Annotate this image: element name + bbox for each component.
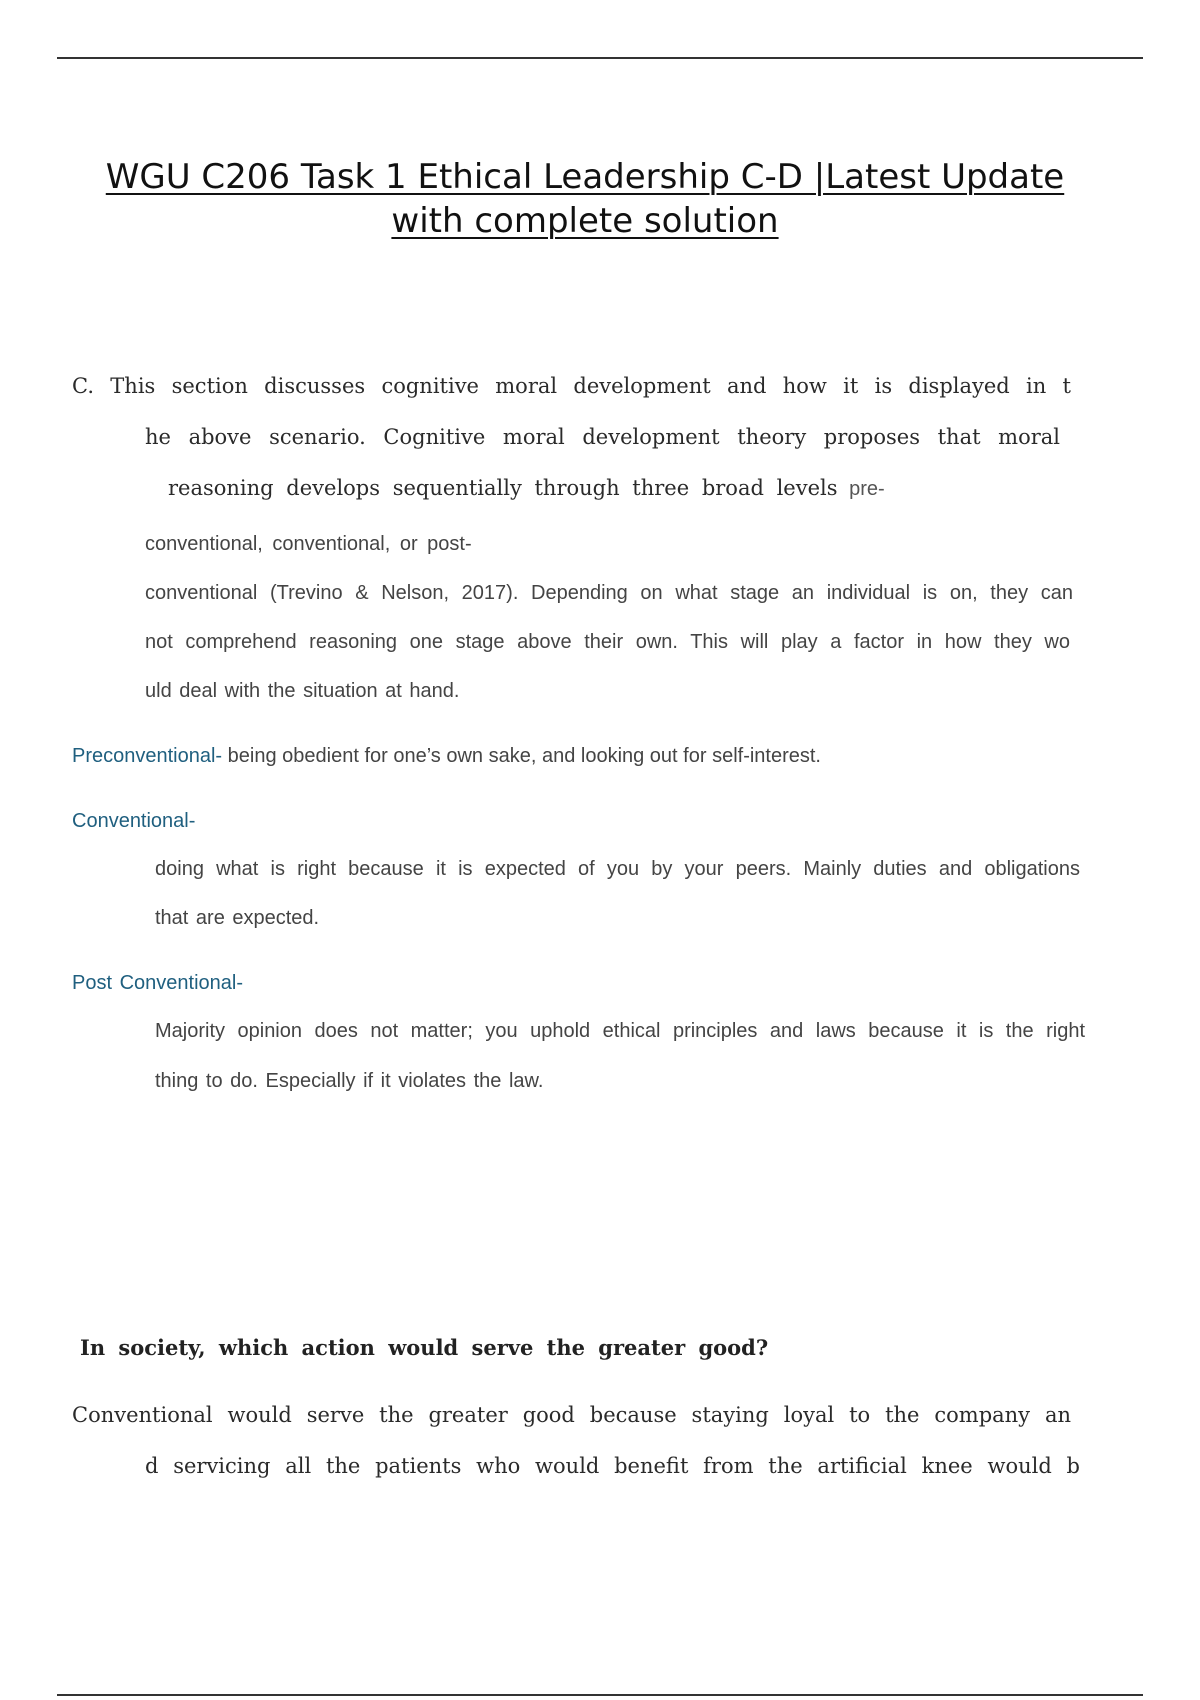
term-preconventional: Preconventional-: [72, 745, 223, 767]
section-c-line-4: conventional, conventional, or post-: [145, 533, 472, 555]
question-heading: In society, which action would serve the greater good?: [80, 1335, 769, 1360]
title-line-1: WGU C206 Task 1 Ethical Leadership C-D |Latest Update: [105, 157, 1065, 197]
document-title: [60, 155, 1110, 243]
conventional-line-1: doing what is right because it is expected of you by your peers. Mainly duties and obligations: [155, 858, 1080, 880]
section-c-line-3-text: reasoning develops sequentially through three broad levels: [168, 476, 838, 500]
section-c-line-5: conventional (Trevino & Nelson, 2017). Depending on what stage an individual is on, they can: [145, 582, 1073, 604]
section-c-line-6: not comprehend reasoning one stage above their own. This will play a factor in how they wo: [145, 631, 1070, 653]
pre-tail: pre-: [837, 478, 885, 500]
section-c-line-1: C. This section discusses cognitive moral development and how it is displayed in t: [72, 374, 1071, 398]
bottom-rule: [57, 1694, 1143, 1696]
preconventional-text: being obedient for one’s own sake, and looking out for self-interest.: [222, 745, 821, 767]
answer-line-1: Conventional would serve the greater good because staying loyal to the company an: [72, 1403, 1071, 1427]
section-c-line-2: he above scenario. Cognitive moral development theory proposes that moral: [145, 425, 1060, 449]
conventional-line-2: that are expected.: [155, 907, 320, 929]
top-rule: [57, 57, 1143, 59]
section-c-line-7: uld deal with the situation at hand.: [145, 680, 460, 702]
post-conventional-line-2: thing to do. Especially if it violates the law.: [155, 1070, 544, 1092]
title-line-2: with complete solution: [391, 201, 779, 241]
post-conventional-line-1: Majority opinion does not matter; you uphold ethical principles and laws because it is the right: [155, 1020, 1085, 1042]
level-preconventional: [72, 745, 821, 768]
term-post-conventional: Post Conventional-: [72, 972, 243, 994]
term-conventional: Conventional-: [72, 810, 196, 832]
answer-line-2: d servicing all the patients who would benefit from the artificial knee would b: [145, 1454, 1080, 1478]
section-c-line-3: [168, 476, 885, 501]
